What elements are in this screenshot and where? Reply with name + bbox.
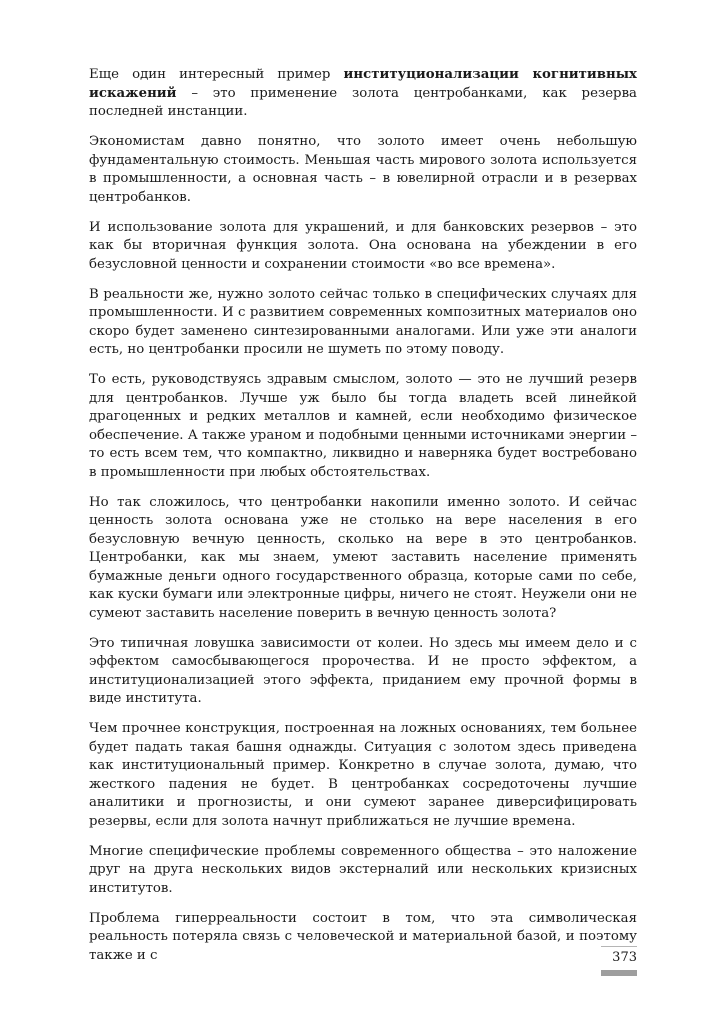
- page-body: [89, 66, 637, 977]
- page-footer: [601, 946, 637, 976]
- paragraph-9: Многие специфические проблемы современного общества – это наложение друг на друга нескольких видов экстерналий или нескольких кризисных институтов.: [89, 843, 637, 896]
- paragraph-5: То есть, руководствуясь здравым смыслом, золото — это не лучший резерв для центробанков. Лучше уж было бы тогда владеть всей линейкой драгоценных и редких металлов и камней, если необходимо физическое обеспечение. А также ураном и подобными ценными источниками энергии – то есть всем тем, что компактно, ликвидно и наверняка будет востребовано в промышленности при любых обстоятельствах.: [89, 372, 637, 480]
- page-number-bar: [601, 970, 637, 976]
- paragraph-1-rest: – это применение золота центробанками, как резерва последней инстанции.: [89, 85, 637, 119]
- paragraph-1: [89, 66, 637, 122]
- paragraph-1-lead: Еще один интересный пример: [89, 67, 344, 82]
- paragraph-4: В реальности же, нужно золото сейчас только в специфических случаях для промышленности. И с развитием современных композитных материалов оно скоро будет заменено синтезированными аналогами. Или уже эти аналоги есть, но центробанки просили не шуметь по этому поводу.: [89, 286, 637, 357]
- paragraph-10: Проблема гиперреальности состоит в том, что эта символическая реальность потеряла связь с человеческой и материальной базой, и поэтому также и с: [89, 910, 637, 963]
- page-number-rule: [601, 946, 637, 947]
- paragraph-8: Чем прочнее конструкция, построенная на ложных основаниях, тем больнее будет падать такая башня однажды. Ситуация с золотом здесь приведена как институциональный пример. Конкретно в случае золота, думаю, что жесткого падения не будет. В центробанках сосредоточены лучшие аналитики и прогнозисты, и они сумеют заранее диверсифицировать резервы, если для золота начнут приближаться не лучшие времена.: [89, 721, 637, 829]
- paragraph-6: Но так сложилось, что центробанки накопили именно золото. И сейчас ценность золота основана уже не столько на вере населения в его безусловную вечную ценность, сколько на вере в это центробанков. Центробанки, как мы знаем, умеют заставить население применять бумажные деньги одного государственного образца, которые сами по себе, как куски бумаги или электронные цифры, ничего не стоят. Неужели они не сумеют заставить население поверить в вечную ценность золота?: [89, 494, 637, 621]
- paragraph-1-bold-term: институционализации когнитивных искажений: [89, 67, 637, 101]
- paragraph-2: Экономистам давно понятно, что золото имеет очень небольшую фундаментальную стоимость. Меньшая часть мирового золота используется в промышленности, а основная часть – в ювелирной отрасли и в резервах центробанков.: [89, 134, 637, 205]
- page-number: 373: [612, 950, 637, 965]
- paragraph-3: И использование золота для украшений, и для банковских резервов – это как бы вторичная функция золота. Она основана на убеждении в его безусловной ценности и сохранении стоимости «во все времена».: [89, 219, 637, 272]
- paragraph-7: Это типичная ловушка зависимости от колеи. Но здесь мы имеем дело и с эффектом самосбывающегося пророчества. И не просто эффектом, а институционализацией этого эффекта, приданием ему прочной формы в виде института.: [89, 635, 637, 706]
